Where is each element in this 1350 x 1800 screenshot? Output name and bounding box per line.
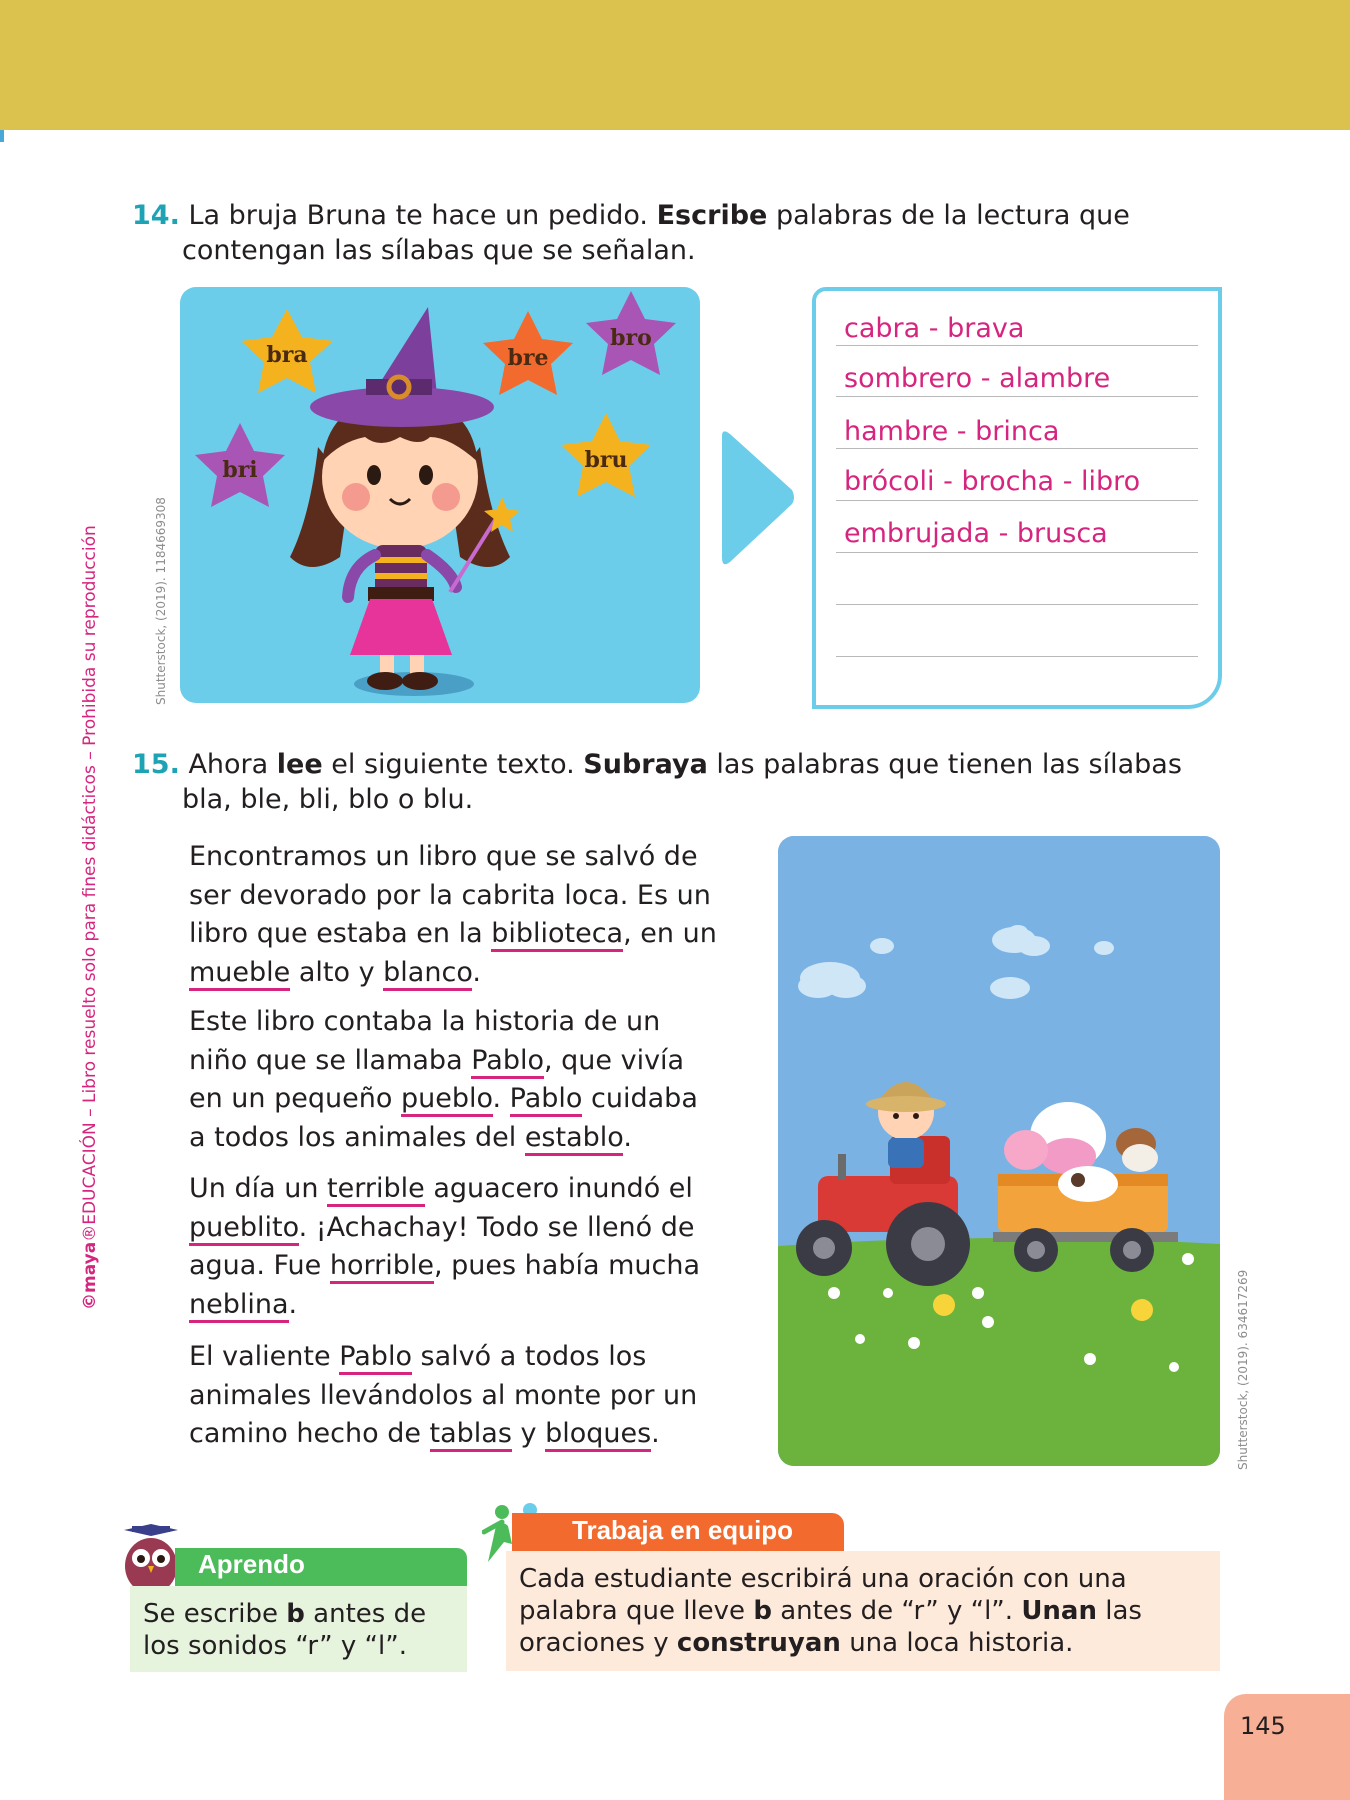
story-paragraph-1: Encontramos un libro que se salvó de ser devorado por la cabrita loca. Es un libro que estaba en la biblioteca, en un mueble alto y blanco.	[189, 838, 769, 992]
underlined-word: horrible	[330, 1250, 434, 1284]
answer-4: brócoli - brocha - libro	[844, 466, 1141, 497]
witch-illustration	[180, 287, 700, 703]
band-notch	[0, 130, 4, 142]
story-paragraph-3: Un día un terrible aguacero inundó el pueblito. ¡Achachay! Todo se llenó de agua. Fue horrible, pues había mucha neblina.	[189, 1170, 769, 1324]
trabaja-text: Cada estudiante escribirá una oración con una palabra que lleve b antes de “r” y “l”. Unan las oraciones y construyan una loca historia.	[519, 1564, 1142, 1658]
page-number-tab	[1224, 1694, 1350, 1800]
answer-line	[836, 499, 1198, 501]
underlined-word: Pablo	[471, 1045, 544, 1079]
answer-2: sombrero - alambre	[844, 363, 1111, 394]
question-number: 14.	[132, 200, 180, 231]
answer-line	[836, 655, 1198, 657]
question-15: 15. Ahora lee el siguiente texto. Subraya las palabras que tienen las sílabas bla, ble, bli, blo o blu.	[132, 749, 1182, 815]
trabaja-title: Trabaja en equipo	[572, 1515, 794, 1545]
photo-credit-2: Shutterstock, (2019). 634617269	[1236, 1269, 1250, 1470]
underlined-word: establo	[525, 1122, 624, 1156]
photo-credit-1: Shutterstock, (2019). 1184669308	[154, 497, 168, 705]
answer-line	[836, 395, 1198, 397]
question-number: 15.	[132, 749, 180, 780]
underlined-word: mueble	[189, 957, 290, 991]
answer-5: embrujada - brusca	[844, 518, 1108, 549]
witch-scene-svg	[180, 287, 700, 703]
answer-line	[836, 551, 1198, 553]
star-bre	[483, 311, 573, 395]
underlined-word: tablas	[430, 1418, 512, 1452]
top-color-band	[0, 0, 1350, 130]
svg-text:bra: bra	[266, 342, 308, 368]
story-paragraph-2: Este libro contaba la historia de un niño que se llamaba Pablo, que vivía en un pequeño pueblo. Pablo cuidaba a todos los animales del establo.	[189, 1003, 769, 1157]
side-copyright-credit: ©maya®EDUCACIÓN – Libro resuelto solo para fines didácticos – Prohibida su reproducción	[80, 525, 100, 1310]
story-paragraph-4: El valiente Pablo salvó a todos los animales llevándolos al monte por un camino hecho de tablas y bloques.	[189, 1338, 769, 1454]
page-number: 145	[1240, 1712, 1286, 1740]
answer-line	[836, 344, 1198, 346]
question-14: 14. La bruja Bruna te hace un pedido. Escribe palabras de la lectura que contengan las sílabas que se señalan.	[132, 200, 1130, 266]
underlined-word: terrible	[327, 1173, 425, 1207]
arrow-right-icon	[718, 428, 796, 568]
farm-illustration	[778, 836, 1220, 1466]
aprendo-text: Se escribe b antes de los sonidos “r” y “l”.	[143, 1599, 427, 1661]
underlined-word: biblioteca	[491, 918, 623, 952]
svg-text:bru: bru	[584, 447, 628, 473]
answer-3: hambre - brinca	[844, 416, 1060, 447]
underlined-word: bloques	[545, 1418, 651, 1452]
answer-box	[812, 287, 1222, 709]
underlined-word: Pablo	[339, 1341, 412, 1375]
star-bri	[195, 423, 285, 507]
svg-text:bro: bro	[610, 325, 652, 351]
answer-1: cabra - brava	[844, 313, 1025, 344]
underlined-word: neblina	[189, 1289, 289, 1323]
underlined-word: Pablo	[510, 1083, 583, 1117]
svg-text:bre: bre	[507, 345, 549, 371]
star-bru	[561, 413, 651, 497]
farm-scene-svg	[778, 836, 1220, 1466]
underlined-word: pueblito	[189, 1212, 299, 1246]
star-bra	[241, 309, 333, 393]
answer-line	[836, 603, 1198, 605]
answer-line	[836, 447, 1198, 449]
svg-text:bri: bri	[222, 457, 258, 483]
aprendo-title: Aprendo	[198, 1549, 305, 1579]
star-bro	[586, 291, 676, 375]
underlined-word: pueblo	[401, 1083, 493, 1117]
underlined-word: blanco	[383, 957, 472, 991]
